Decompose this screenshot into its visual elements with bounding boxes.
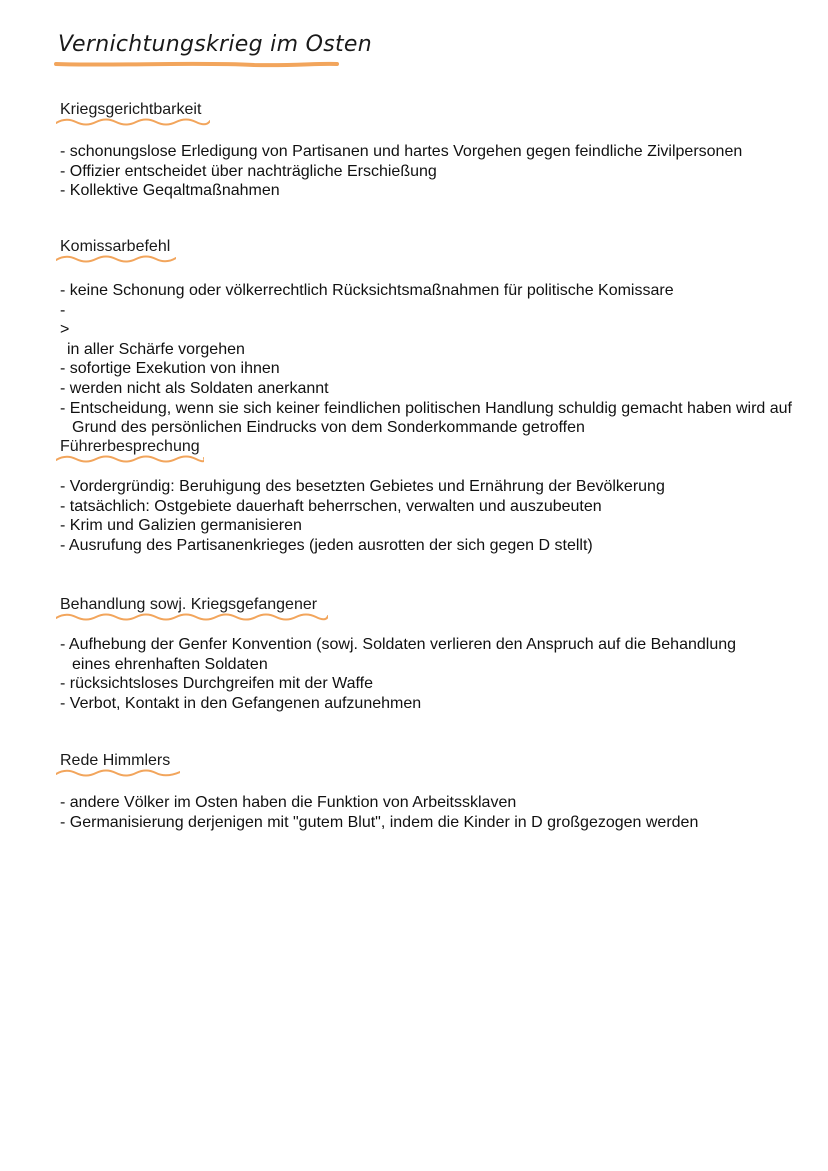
section-heading-komissarbefehl: Komissarbefehl: [60, 238, 171, 255]
list-item: - Germanisierung derjenigen mit "gutem Blut", indem die Kinder in D großgezogen werden: [60, 813, 699, 831]
page-title: Vernichtungskrieg im Osten: [58, 32, 372, 57]
section-list-fuehrerbesprechung: [60, 477, 665, 555]
list-item: - Krim und Galizien germanisieren: [60, 517, 302, 535]
heading-underline: [56, 612, 328, 622]
list-item: - keine Schonung oder völkerrechtlich Rücksichtsmaßnahmen für politische Komissare: [60, 282, 674, 299]
list-item: - Aufhebung der Genfer Konvention (sowj. Soldaten verlieren den Anspruch auf die Behandlung: [60, 636, 737, 653]
list-item: >: [60, 321, 70, 339]
list-item: - andere Völker im Osten haben die Funktion von Arbeitssklaven: [60, 794, 517, 811]
list-item: - Verbot, Kontakt in den Gefangenen aufzunehmen: [60, 694, 422, 712]
heading-underline: [56, 454, 204, 464]
list-item: - tatsächlich: Ostgebiete dauerhaft beherrschen, verwalten und auszubeuten: [60, 497, 602, 515]
section-list-kriegsgerichtbarkeit: [60, 142, 742, 201]
section-heading-kriegsgerichtbarkeit: Kriegsgerichtbarkeit: [60, 101, 202, 118]
list-item: in aller Schärfe vorgehen: [67, 340, 245, 358]
section-list-behandlung: [60, 635, 736, 713]
section-heading-rede-himmlers: Rede Himmlers: [60, 752, 171, 769]
list-item: -: [60, 301, 66, 319]
list-item: - rücksichtsloses Durchgreifen mit der Waffe: [60, 675, 373, 693]
list-item: - sofortige Exekution von ihnen: [60, 360, 280, 378]
list-item: Grund des persönlichen Eindrucks von dem Sonderkommande getroffen: [72, 419, 585, 437]
list-item: - werden nicht als Soldaten anerkannt: [60, 379, 329, 397]
heading-underline: [56, 768, 180, 778]
list-item: - Kollektive Geqaltmaßnahmen: [60, 182, 280, 200]
section-list-rede-himmlers: [60, 793, 698, 832]
section-heading-behandlung: Behandlung sowj. Kriegsgefangener: [60, 596, 318, 613]
title-underline: [54, 60, 339, 68]
list-item: - Offizier entscheidet über nachträgliche Erschießung: [60, 162, 437, 180]
list-item: eines ehrenhaften Soldaten: [72, 655, 268, 673]
list-item: - Ausrufung des Partisanenkrieges (jeden ausrotten der sich gegen D stellt): [60, 536, 593, 554]
section-list-komissarbefehl: [60, 281, 792, 438]
list-item: - Entscheidung, wenn sie sich keiner feindlichen politischen Handlung schuldig gemacht haben wird auf: [60, 399, 792, 417]
list-item: - Vordergründig: Beruhigung des besetzten Gebietes und Ernährung der Bevölkerung: [60, 478, 665, 495]
heading-underline: [56, 254, 176, 264]
section-heading-fuehrerbesprechung: Führerbesprechung: [60, 438, 200, 455]
heading-underline: [56, 117, 210, 127]
list-item: - schonungslose Erledigung von Partisanen und hartes Vorgehen gegen feindliche Zivilpersonen: [60, 143, 743, 160]
